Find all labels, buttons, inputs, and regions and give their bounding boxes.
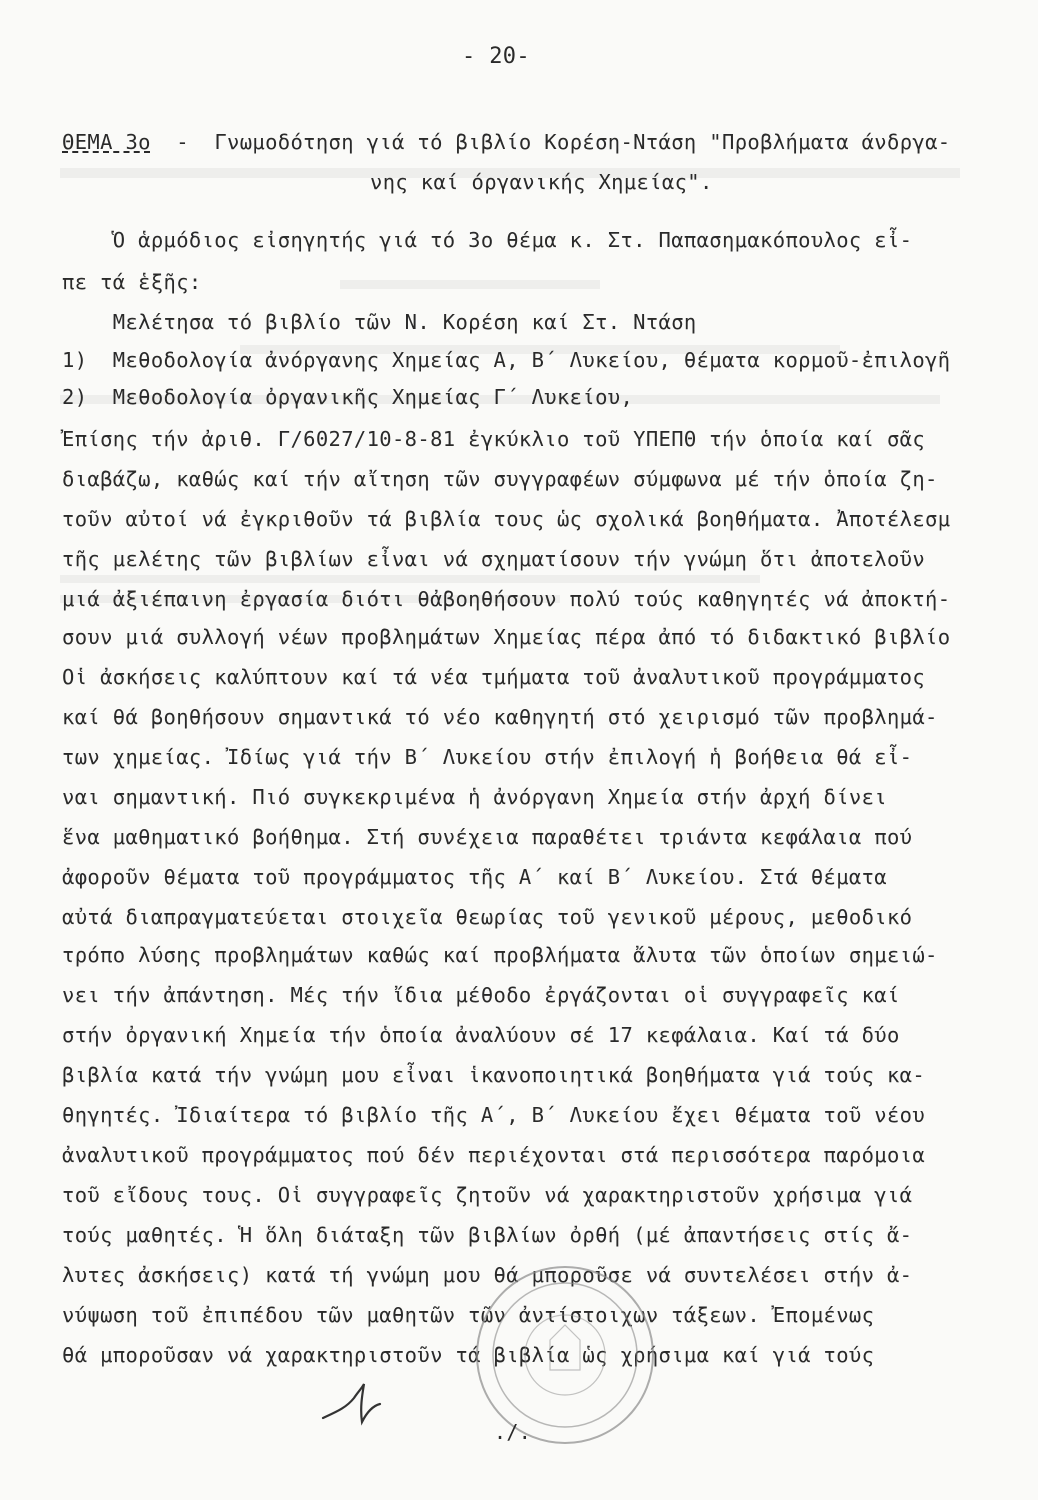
body-line: στήν ὀργανική Χημεία τήν ὁποία ἀναλύουν σέ 17 κεφάλαια. Καί τά δύο (62, 1023, 900, 1047)
body-line: τοῦν αὐτοί νά ἐγκριθοῦν τά βιβλία τους ὡς σχολικά βοηθήματα. Ἀποτέλεσμ (62, 507, 951, 531)
body-line: Οἱ ἀσκήσεις καλύπτουν καί τά νέα τμήματα τοῦ ἀναλυτικοῦ προγράμματος (62, 665, 926, 689)
heading-title: - Γνωμοδότηση γιά τό βιβλίο Κορέση-Ντάση "Προβλήματα άνδργα- (150, 130, 951, 154)
body-line: ἀφοροῦν θέματα τοῦ προγράμματος τῆς Α΄ καί Β΄ Λυκείου. Στά θέματα (62, 865, 887, 889)
heading-line-2: νης καί όργανικής Χημείας". (370, 170, 713, 194)
heading-label: ΘΕΜΑ 3ο (62, 130, 151, 154)
body-line: Ὁ ἁρμόδιος εἰσηγητής γιά τό 3ο θέμα κ. Στ. Παπασημακόπουλος εἶ- (62, 228, 913, 252)
body-line: 1) Μεθοδολογία ἀνόργανης Χημείας Α, Β΄ Λυκείου, θέματα κορμοῦ-ἐπιλογῆ (62, 348, 951, 372)
continuation-mark: ./. (494, 1420, 532, 1444)
body-line: θά μποροῦσαν νά χαρακτηριστοῦν τά βιβλία ὡς χρήσιμα καί γιά τούς (62, 1343, 875, 1367)
body-line: τῆς μελέτης τῶν βιβλίων εἶναι νά σχηματίσουν τήν γνώμη ὅτι ἀποτελοῦν (62, 547, 926, 571)
body-line: λυτες ἀσκήσεις) κατά τή γνώμη μου θά μποροῦσε νά συντελέσει στήν ἀ- (62, 1263, 913, 1287)
body-line: αὐτά διαπραγματεύεται στοιχεῖα θεωρίας τοῦ γενικοῦ μέρους, μεθοδικό (62, 905, 913, 929)
body-line: των χημείας. Ἰδίως γιά τήν Β΄ Λυκείου στήν ἐπιλογή ἡ βοήθεια θά εἶ- (62, 745, 913, 769)
body-line: ἕνα μαθηματικό βοήθημα. Στή συνέχεια παραθέτει τριάντα κεφάλαια πού (62, 825, 913, 849)
body-line: ναι σημαντική. Πιό συγκεκριμένα ἡ ἀνόργανη Χημεία στήν ἀρχή δίνει (62, 785, 887, 809)
body-line: τοῦ εἴδους τους. Οἱ συγγραφεῖς ζητοῦν νά χαρακτηριστοῦν χρήσιμα γιά (62, 1183, 913, 1207)
body-line: σουν μιά συλλογή νέων προβλημάτων Χημείας πέρα ἀπό τό διδακτικό βιβλίο (62, 625, 951, 649)
body-line: μιά ἀξιέπαινη ἐργασία διότι θἀβοηθήσουν πολύ τούς καθηγητές νά ἀποκτή- (62, 587, 951, 611)
body-line: 2) Μεθοδολογία ὀργανικῆς Χημείας Γ΄ Λυκείου, (62, 385, 634, 409)
body-line: τρόπο λύσης προβλημάτων καθώς καί προβλήματα ἄλυτα τῶν ὁποίων σημειώ- (62, 943, 938, 967)
body-line: τούς μαθητές. Ἡ ὅλη διάταξη τῶν βιβλίων ὀρθή (μέ ἀπαντήσεις στίς ἄ- (62, 1223, 913, 1247)
body-line: Μελέτησα τό βιβλίο τῶν Ν. Κορέση καί Στ. Ντάση (62, 310, 697, 334)
body-line: ἀναλυτικοῦ προγράμματος πού δέν περιέχονται στά περισσότερα παρόμοια (62, 1143, 926, 1167)
body-line: βιβλία κατά τήν γνώμη μου εἶναι ἱκανοποιητικά βοηθήματα γιά τούς κα- (62, 1063, 926, 1087)
body-line: καί θά βοηθήσουν σημαντικά τό νέο καθηγητή στό χειρισμό τῶν προβλημά- (62, 705, 938, 729)
body-line: διαβάζω, καθώς καί τήν αἴτηση τῶν συγγραφέων σύμφωνα μέ τήν ὁποία ζη- (62, 467, 938, 491)
body-line: θηγητές. Ἰδιαίτερα τό βιβλίο τῆς Α΄, Β΄ Λυκείου ἔχει θέματα τοῦ νέου (62, 1103, 926, 1127)
page-number: - 20- (462, 44, 530, 69)
body-line: Ἐπίσης τήν ἀριθ. Γ/6027/10-8-81 ἐγκύκλιο τοῦ ΥΠΕΠΘ τήν ὁποία καί σᾶς (62, 427, 926, 451)
handwritten-signature (318, 1378, 398, 1438)
body-line: νύψωση τοῦ ἐπιπέδου τῶν μαθητῶν τῶν ἀντίστοιχων τάξεων. Ἐπομένως (62, 1303, 875, 1327)
body-line: νει τήν ἀπάντηση. Μές τήν ἴδια μέθοδο ἐργάζονται οἱ συγγραφεῖς καί (62, 983, 900, 1007)
heading-line-1 (62, 130, 950, 154)
body-line: πε τά ἑξῆς: (62, 270, 202, 294)
